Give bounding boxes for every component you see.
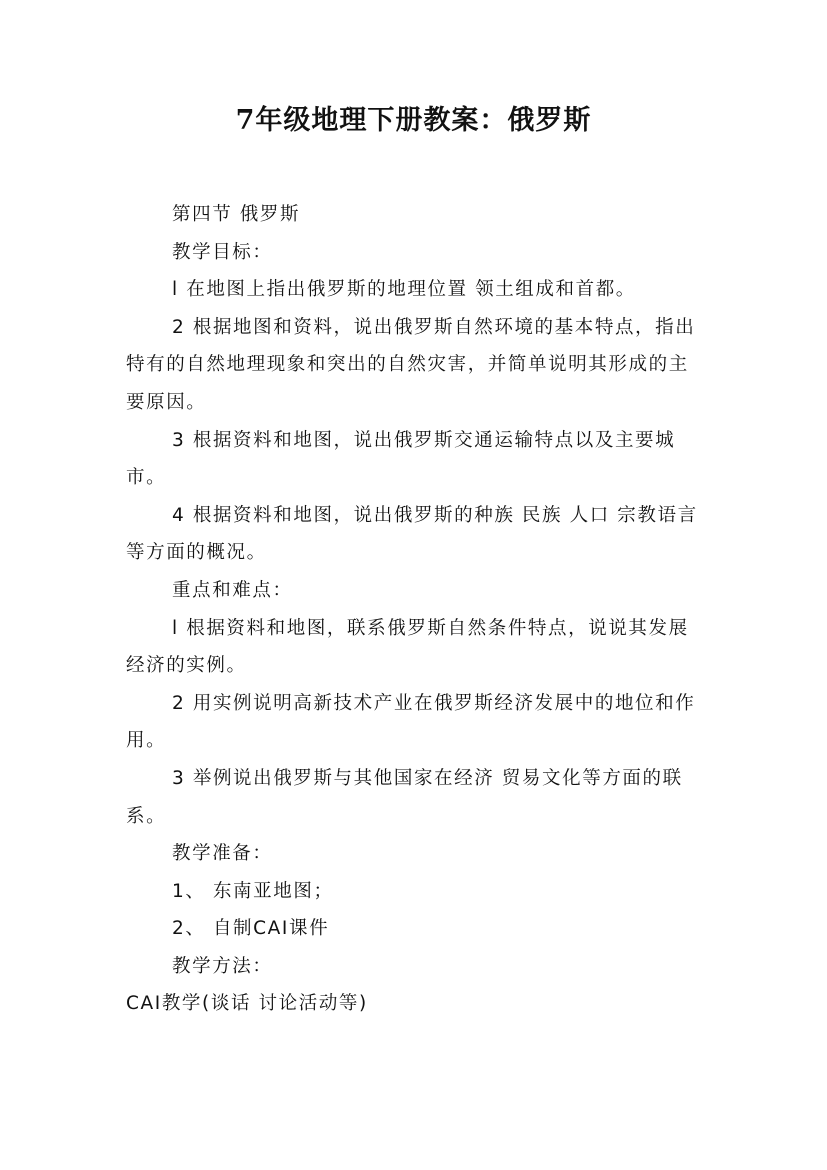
objectives-heading: 教学目标： xyxy=(172,241,273,263)
key-point-1: l 根据资料和地图，联系俄罗斯自然条件特点，说说其发展经济的实例。 xyxy=(126,617,689,677)
objective-4: 4 根据资料和地图，说出俄罗斯的种族 民族 人口 宗教语言等方面的概况。 xyxy=(126,504,698,564)
methods-heading: 教学方法： xyxy=(172,955,273,977)
document-body xyxy=(126,196,706,1023)
section-heading: 第四节 俄罗斯 xyxy=(172,204,301,225)
preparation-heading: 教学准备： xyxy=(172,843,273,865)
key-point-3: 3 举例说出俄罗斯与其他国家在经济 贸易文化等方面的联系。 xyxy=(126,767,683,827)
objective-1: l 在地图上指出俄罗斯的地理位置 领土组成和首都。 xyxy=(172,279,636,301)
preparation-item-2: 2、 自制CAI课件 xyxy=(172,918,330,940)
key-point-2: 2 用实例说明高新技术产业在俄罗斯经济发展中的地位和作用。 xyxy=(126,692,696,752)
key-points-heading: 重点和难点： xyxy=(172,579,293,601)
document-title: 7年级地理下册教案：俄罗斯 xyxy=(235,105,592,136)
methods-item: CAI教学(谈话 讨论活动等) xyxy=(126,993,368,1015)
preparation-item-1: 1、 东南亚地图； xyxy=(172,880,334,902)
objective-2: 2 根据地图和资料，说出俄罗斯自然环境的基本特点，指出特有的自然地理现象和突出的自然灾害，并简单说明其形成的主要原因。 xyxy=(126,316,696,413)
objective-3: 3 根据资料和地图，说出俄罗斯交通运输特点以及主要城市。 xyxy=(126,429,676,489)
